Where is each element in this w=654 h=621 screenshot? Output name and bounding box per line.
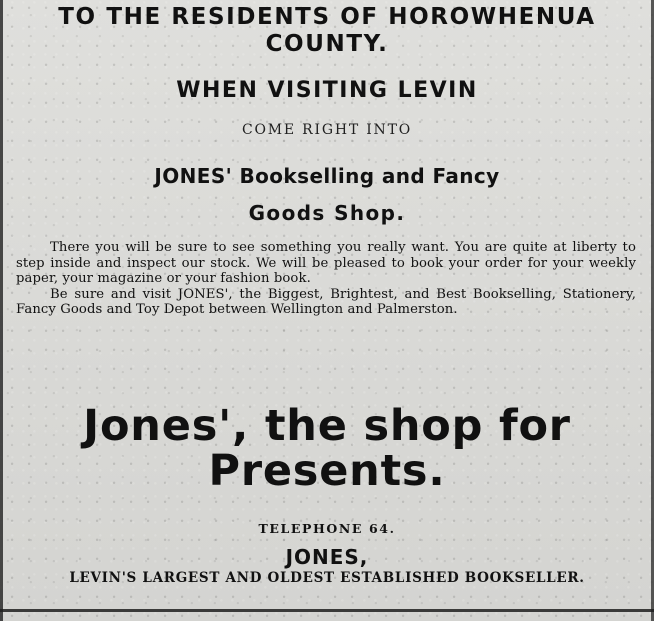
telephone-number: TELEPHONE 64. [258, 521, 396, 536]
headline-line-1: TO THE RESIDENTS OF HOROWHENUA [58, 4, 596, 30]
paragraph-visit-jones: Be sure and visit JONES', the Biggest, Brightest, and Best Bookselling, Stationery, Fancy Goods and Toy Depot between Wellington and Palmerston. [16, 286, 636, 317]
visit-heading: WHEN VISITING LEVIN [176, 78, 478, 103]
paragraph-stock: There you will be sure to see something you really want. You are quite at liberty to step inside and inspect our stock. We will be pleased to book your order for your weekly paper, your magazine or your fashion book. [16, 240, 636, 286]
intro-text: COME RIGHT INTO [241, 122, 413, 138]
shop-title-line-1: JONES' Bookselling and Fancy [154, 164, 500, 188]
body-copy [16, 240, 636, 318]
slogan-line-1: Jones', the shop for [83, 401, 571, 451]
brand-name: JONES, [285, 545, 369, 569]
shop-title-line-2: Goods Shop. [248, 201, 406, 225]
footer-tagline: LEVIN'S LARGEST AND OLDEST ESTABLISHED BOOKSELLER. [69, 570, 585, 586]
slogan-line-2: Presents. [208, 446, 446, 496]
headline-line-2: COUNTY. [265, 31, 389, 57]
bottom-rule [0, 609, 654, 612]
